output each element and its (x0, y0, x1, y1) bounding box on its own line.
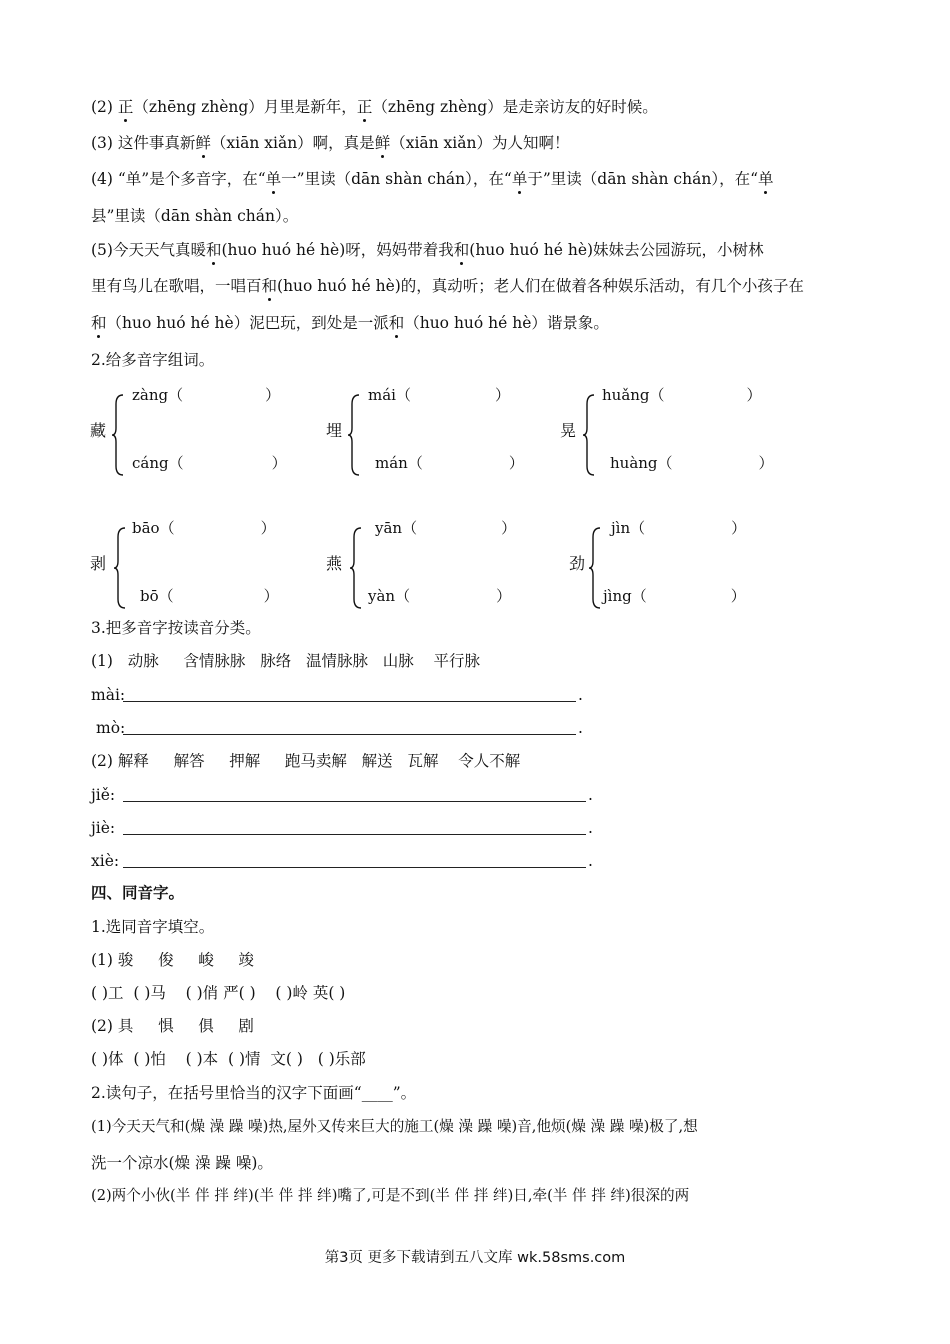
s4-q1-part1-chars: (1) 骏 俊 峻 竣 (91, 951, 254, 969)
section-heading: 四、同音字。 (91, 883, 185, 902)
s4-q2-item1-line1: (1)今天天气和(燥 澡 躁 噪)热,屋外又传来巨大的施工(燥 澡 躁 噪)音,他烦(燥 澡 躁 噪)极了,想 (91, 1118, 698, 1135)
marked-char: 单 (758, 170, 774, 188)
q1-item-5-line2: 里有鸟儿在歌唱，一唱百和(huo huó hé hè)的，真动听；老人们在做着各种娱乐活动，有几个小孩子在 (91, 277, 804, 295)
group-bottom-pinyin: huàng（ ） (610, 454, 774, 472)
marked-char: 单 (265, 170, 282, 188)
q3-title: 3.把多音字按读音分类。 (91, 619, 261, 637)
brace-icon (589, 527, 601, 609)
group-bottom-pinyin: cáng（ ） (132, 454, 287, 472)
brace-icon (583, 394, 595, 476)
q1-item-4-line1: (4) “单”是个多音字，在“单一”里读（dān shàn chán），在“单于”里读（dān shàn chán），在“单 (91, 170, 774, 188)
group-bottom-pinyin: mán（ ） (375, 454, 524, 472)
marked-char: 和 (205, 241, 222, 259)
marked-char: 鲜 (374, 134, 391, 152)
group-bottom-pinyin: yàn（ ） (368, 587, 512, 605)
group-top-pinyin: jìn（ ） (611, 519, 747, 537)
s4-q1-part1-blanks: ( )工 ( )马 ( )俏 严( ) ( )岭 英( ) (91, 984, 346, 1002)
answer-blank[interactable] (123, 801, 586, 802)
brace-icon (348, 394, 360, 476)
marked-char: 和 (453, 241, 470, 259)
group-char: 晃 (560, 421, 577, 440)
group-char: 燕 (326, 554, 343, 573)
s4-q1-part2-blanks: ( )体 ( )怕 ( )本 ( )情 文( ) ( )乐部 (91, 1050, 366, 1068)
marked-char: 鲜 (195, 134, 211, 152)
group-top-pinyin: huǎng（ ） (602, 386, 762, 404)
group-bottom-pinyin: bō（ ） (140, 587, 279, 605)
s4-q2-item2-line1: (2)两个小伙(半 伴 拌 绊)(半 伴 拌 绊)嘴了,可是不到(半 伴 拌 绊)日,牵(半 伴 拌 绊)很深的两 (91, 1187, 690, 1204)
answer-blank[interactable] (123, 834, 586, 835)
group-bottom-pinyin: jìng（ ） (603, 587, 746, 605)
answer-blank[interactable] (123, 867, 586, 868)
answer-label: jiè: (91, 819, 116, 837)
group-top-pinyin: mái（ ） (368, 386, 510, 404)
page-footer: 第3页 更多下载请到五八文库 wk.58sms.com (324, 1250, 626, 1266)
group-char: 劲 (569, 554, 586, 573)
q1-item-4-line2: 县”里读（dān shàn chán）。 (91, 207, 299, 225)
answer-blank[interactable] (123, 701, 576, 702)
group-char: 埋 (326, 421, 343, 440)
answer-label: mò: (96, 719, 126, 737)
answer-label: jiě: (91, 786, 116, 804)
brace-icon (350, 527, 362, 609)
answer-blank[interactable] (123, 734, 576, 735)
s4-q1-title: 1.选同音字填空。 (91, 918, 215, 936)
q3-part1-words: (1) 动脉 含情脉脉 脉络 温情脉脉 山脉 平行脉 (91, 652, 481, 670)
q1-item-2: (2) 正（zhēng zhèng）月里是新年，正（zhēng zhèng）是走亲访友的好时候。 (91, 98, 658, 116)
q1-item-5-line1: (5)今天天气真暖和(huo huó hé hè)呀，妈妈带着我和(huo huó hé hè)妹妹去公园游玩，小树林 (91, 241, 764, 259)
answer-end: . (588, 819, 593, 837)
brace-icon (114, 527, 126, 609)
brace-icon (112, 394, 124, 476)
group-char: 剥 (90, 554, 107, 573)
group-top-pinyin: yān（ ） (375, 519, 517, 537)
marked-char: 和 (261, 277, 278, 295)
q3-part2-words: (2) 解释 解答 押解 跑马卖解 解送 瓦解 令人不解 (91, 752, 521, 770)
group-top-pinyin: zàng（ ） (132, 386, 281, 404)
answer-label: mài: (91, 686, 126, 704)
marked-char: 正 (117, 98, 134, 116)
s4-q1-part2-chars: (2) 具 惧 俱 剧 (91, 1017, 254, 1035)
answer-label: xiè: (91, 852, 120, 870)
q2-title: 2.给多音字组词。 (91, 351, 215, 369)
q1-item-3: (3) 这件事真新鲜（xiān xiǎn）啊，真是鲜（xiān xiǎn）为人知啊！ (91, 134, 570, 152)
marked-char: 单 (511, 170, 528, 188)
marked-char: 和 (91, 314, 107, 332)
s4-q2-item1-line2: 洗一个凉水(燥 澡 躁 噪)。 (91, 1154, 273, 1172)
answer-end: . (588, 852, 593, 870)
answer-end: . (588, 786, 593, 804)
marked-char: 和 (388, 314, 405, 332)
group-top-pinyin: bāo（ ） (132, 519, 276, 537)
group-char: 藏 (90, 421, 107, 440)
marked-char: 正 (356, 98, 373, 116)
q1-item-5-line3: 和（huo huó hé hè）泥巴玩，到处是一派和（huo huó hé hè）谐景象。 (91, 314, 609, 332)
answer-end: . (578, 686, 583, 704)
answer-end: . (578, 719, 583, 737)
s4-q2-title: 2.读句子，在括号里恰当的汉字下面画“____”。 (91, 1084, 417, 1102)
